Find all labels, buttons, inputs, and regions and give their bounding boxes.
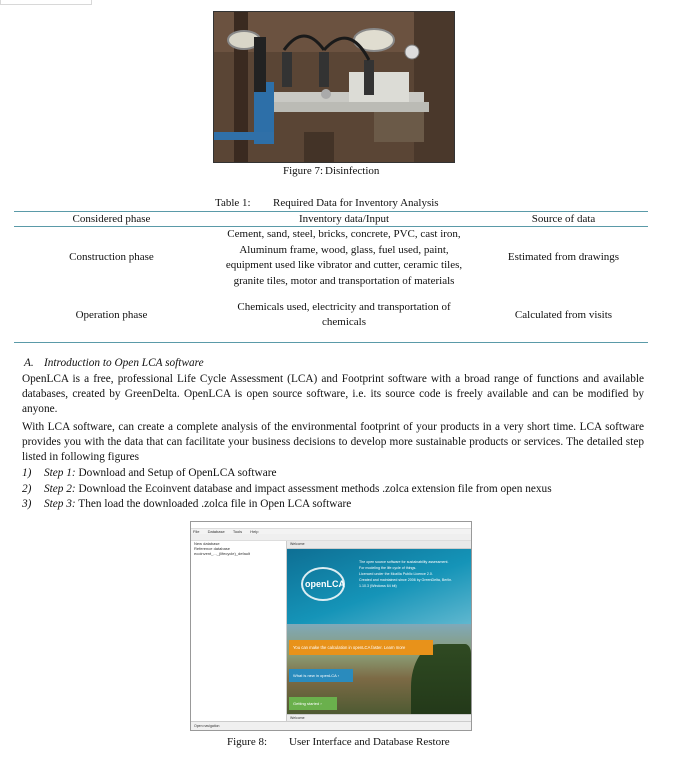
header-source: Source of data (479, 212, 648, 227)
table1-title: Required Data for Inventory Analysis (273, 197, 439, 209)
step-label: Step 3: (44, 498, 76, 510)
openlca-logo-text: openLCA (305, 579, 345, 589)
figure8-caption-text: User Interface and Database Restore (289, 736, 450, 748)
step-number: 2) (22, 483, 32, 495)
nav-item[interactable]: New database (194, 541, 220, 546)
table-cell-source: Estimated from drawings (507, 251, 620, 264)
banner-line: 1.10.3 (Windows 64 bit) (359, 584, 397, 588)
banner-line: For modeling the life cycle of things. (359, 566, 417, 570)
menu-item-file[interactable]: File (193, 529, 200, 534)
step-number: 3) (22, 498, 32, 510)
section-heading (24, 357, 204, 369)
landscape-image (287, 624, 471, 715)
table-cell-phase: Construction phase (69, 251, 154, 264)
table-row (14, 227, 648, 290)
step-item (22, 482, 552, 497)
step-text: Download the Ecoinvent database and impact assessment methods .zolca extension file from open nexus (75, 483, 552, 495)
figure7-caption-text: Disinfection (325, 165, 380, 177)
nav-item[interactable]: ecoinvent_..._(lifecycle)_default (194, 551, 251, 556)
step-item (22, 497, 351, 512)
table1-number: Table 1: (215, 197, 251, 209)
input-line: equipment used like vibrator and cutter, ceramic tiles, (225, 259, 463, 271)
menu-item-help[interactable]: Help (250, 529, 259, 534)
banner-line: The open source software for sustainability assessment. (359, 560, 449, 564)
tab-welcome[interactable]: Welcome (287, 541, 471, 549)
nav-item[interactable]: Reference database (194, 546, 231, 551)
paragraph-intro: OpenLCA is a free, professional Life Cycle Assessment (LCA) and Footprint software with a broad range of functions and available databases, created by GreenDelta. OpenLCA is open source software, i.e. its source code is freely available and can be modified by anyone. (22, 373, 644, 415)
page-corner-tab (0, 0, 92, 5)
bottom-welcome-tab[interactable]: Welcome (287, 714, 471, 722)
menu-item-database[interactable]: Database (207, 529, 225, 534)
learn-more-button[interactable]: You can make the calculation in openLCA faster. Learn more (289, 640, 433, 655)
step-text: Then load the downloaded .zolca file in Open LCA software (75, 498, 352, 510)
disinfection-photo-drawing (214, 12, 454, 162)
table-cell-input (209, 227, 479, 290)
table-cell-phase: Operation phase (14, 289, 209, 342)
input-line: Aluminum frame, wood, glass, fuel used, paint, (239, 243, 449, 256)
header-input: Inventory data/Input (209, 212, 479, 227)
welcome-pane (287, 541, 471, 722)
input-line: granite tiles, motor and transportation of materials (233, 274, 455, 287)
window-titlebar (191, 522, 471, 529)
paragraph-lca: With LCA software, can create a complete analysis of the environmental footprint of your products in a very short time. LCA software provides you with the data that can facilitate your business decisions to develop more sustainable products or services. The detailed step listed in following figures (22, 421, 644, 463)
inventory-table (14, 211, 648, 343)
table-row (14, 289, 648, 342)
figure8-number: Figure 8: (227, 736, 268, 748)
input-line: chemicals (322, 316, 366, 329)
welcome-banner (287, 549, 471, 624)
navigation-panel (191, 541, 287, 722)
step-label: Step 2: (44, 483, 76, 495)
openlca-screenshot (190, 521, 472, 731)
figure7-caption (283, 165, 379, 177)
whats-new-button[interactable]: What is new in openLCA › (289, 669, 353, 682)
status-bar: Open navigation (191, 721, 471, 730)
banner-line: Licenced under the Mozilla Public Licence 2.0. (359, 572, 433, 576)
section-letter: A. (24, 357, 34, 369)
table1-caption (215, 197, 439, 209)
step-text: Download and Setup of OpenLCA software (75, 467, 277, 479)
input-line: Chemicals used, electricity and transportation of (237, 300, 451, 313)
input-line: Cement, sand, steel, bricks, concrete, PVC, cast iron, (227, 228, 461, 240)
table-header-row (14, 212, 648, 227)
banner-text (359, 559, 452, 589)
banner-line: Created and maintained since 2006 by GreenDelta, Berlin. (359, 578, 453, 582)
figure7-number: Figure 7: (283, 165, 324, 177)
section-title: Introduction to Open LCA software (44, 357, 204, 369)
table-cell-input (209, 289, 479, 342)
step-label: Step 1: (44, 467, 76, 479)
menu-item-tools[interactable]: Tools (232, 529, 243, 534)
step-number: 1) (22, 467, 32, 479)
step-item (22, 466, 276, 481)
toolbar (191, 534, 471, 541)
disinfection-photo (213, 11, 455, 163)
getting-started-button[interactable]: Getting started › (289, 697, 337, 710)
table-cell-source: Calculated from visits (479, 289, 648, 342)
header-phase: Considered phase (14, 212, 209, 227)
figure8-caption (227, 736, 450, 748)
